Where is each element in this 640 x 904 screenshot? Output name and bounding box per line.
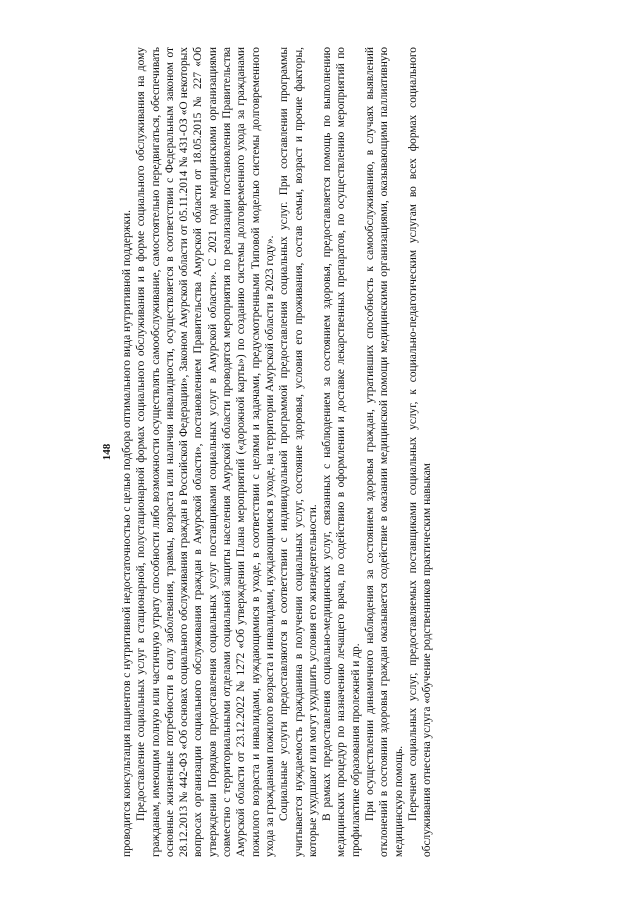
paragraph-5: При осуществлении динамичного наблюдения за состоянием здоровья граждан, утративших способность к самообслуживанию, в случаях выявлений отклонений в состоянии здоровья граждан оказывается содействие в оказании медицинской помощи медицинскими организациями, оказывающими паллиативную медицинскую помощь. [364,47,405,857]
paragraph-6: Перечнем социальных услуг, предоставляемых поставщиками социальных услуг, к социально-педагогическим услугам во всех формах социального обслуживания отнесена услуга «обучение родственников практическим навыкам [406,47,434,857]
paragraph-3: Социальные услуги предоставляются в соответствии с индивидуальной программой предоставления социальных услуг. При составлении программы учитывается нуждаемость гражданина в получении социальных услуг, состояние здоровья, условия его проживания, состав семьи, возраст и прочие факторы, которые ухудшают или могут ухудшить условия его жизнедеятельности. [278,47,319,857]
paragraph-4: В рамках предоставления социально-медицинских услуг, связанных с наблюдением за состоянием здоровья, предоставляется помощь по выполнению медицинских процедур по назначению лечащего врача, по содействию в оформлении и доставке лекарственных препаратов, по осуществлению мероприятий по профилактике образования пролежней и др. [321,47,362,857]
paragraph-1: проводится консультация пациентов с нутритивной недостаточностью с целью подбора оптимального вида нутритивной поддержки. [121,209,133,857]
page-number: 148 [101,443,113,461]
paragraph-2: Предоставление социальных услуг в стационарной, полустационарной формах социального обслуживания и в форме социального обслуживания на дому гражданам, имеющим полную или частичную утрату способности либо возможности осуществлять самообслуживание, самостоятельно передвигаться, обеспечивать основные жизненные потребности в силу заболевания, травмы, возраста или наличия инвалидности, осуществляется в соответствии с Федеральным законом от 28.12.2013 № 442-ФЗ «Об основах социального обслуживания граждан в Российской Федерации», Законом Амурской области от 05.11.2014 № 431-ОЗ «О некоторых вопросах организации социального обслуживания граждан в Амурской области», постановлением Правительства Амурской области от 18.05.2015 № 227 «Об утверждении Порядков предоставления социальных услуг поставщиками социальных услуг в Амурской области». С 2021 года медицинскими организациями совместно с территориальными отделами социальной защиты населения Амурской области проводятся мероприятия по реализации постановления Правительства Амурской области от 23.12.2022 № 1272 «Об утверждении Плана мероприятий («дорожной карты») по созданию системы долговременного ухода за гражданами пожилого возраста и инвалидами, нуждающимися в уходе, в соответствии с целями и задачами, предусмотренными Типовой моделью системы долговременного ухода за гражданами пожилого возраста и инвалидами, нуждающимися в уходе, на территории Амурской области в 2023 году». [135,47,276,857]
body-text [120,47,435,857]
rotated-page-content [100,47,540,857]
